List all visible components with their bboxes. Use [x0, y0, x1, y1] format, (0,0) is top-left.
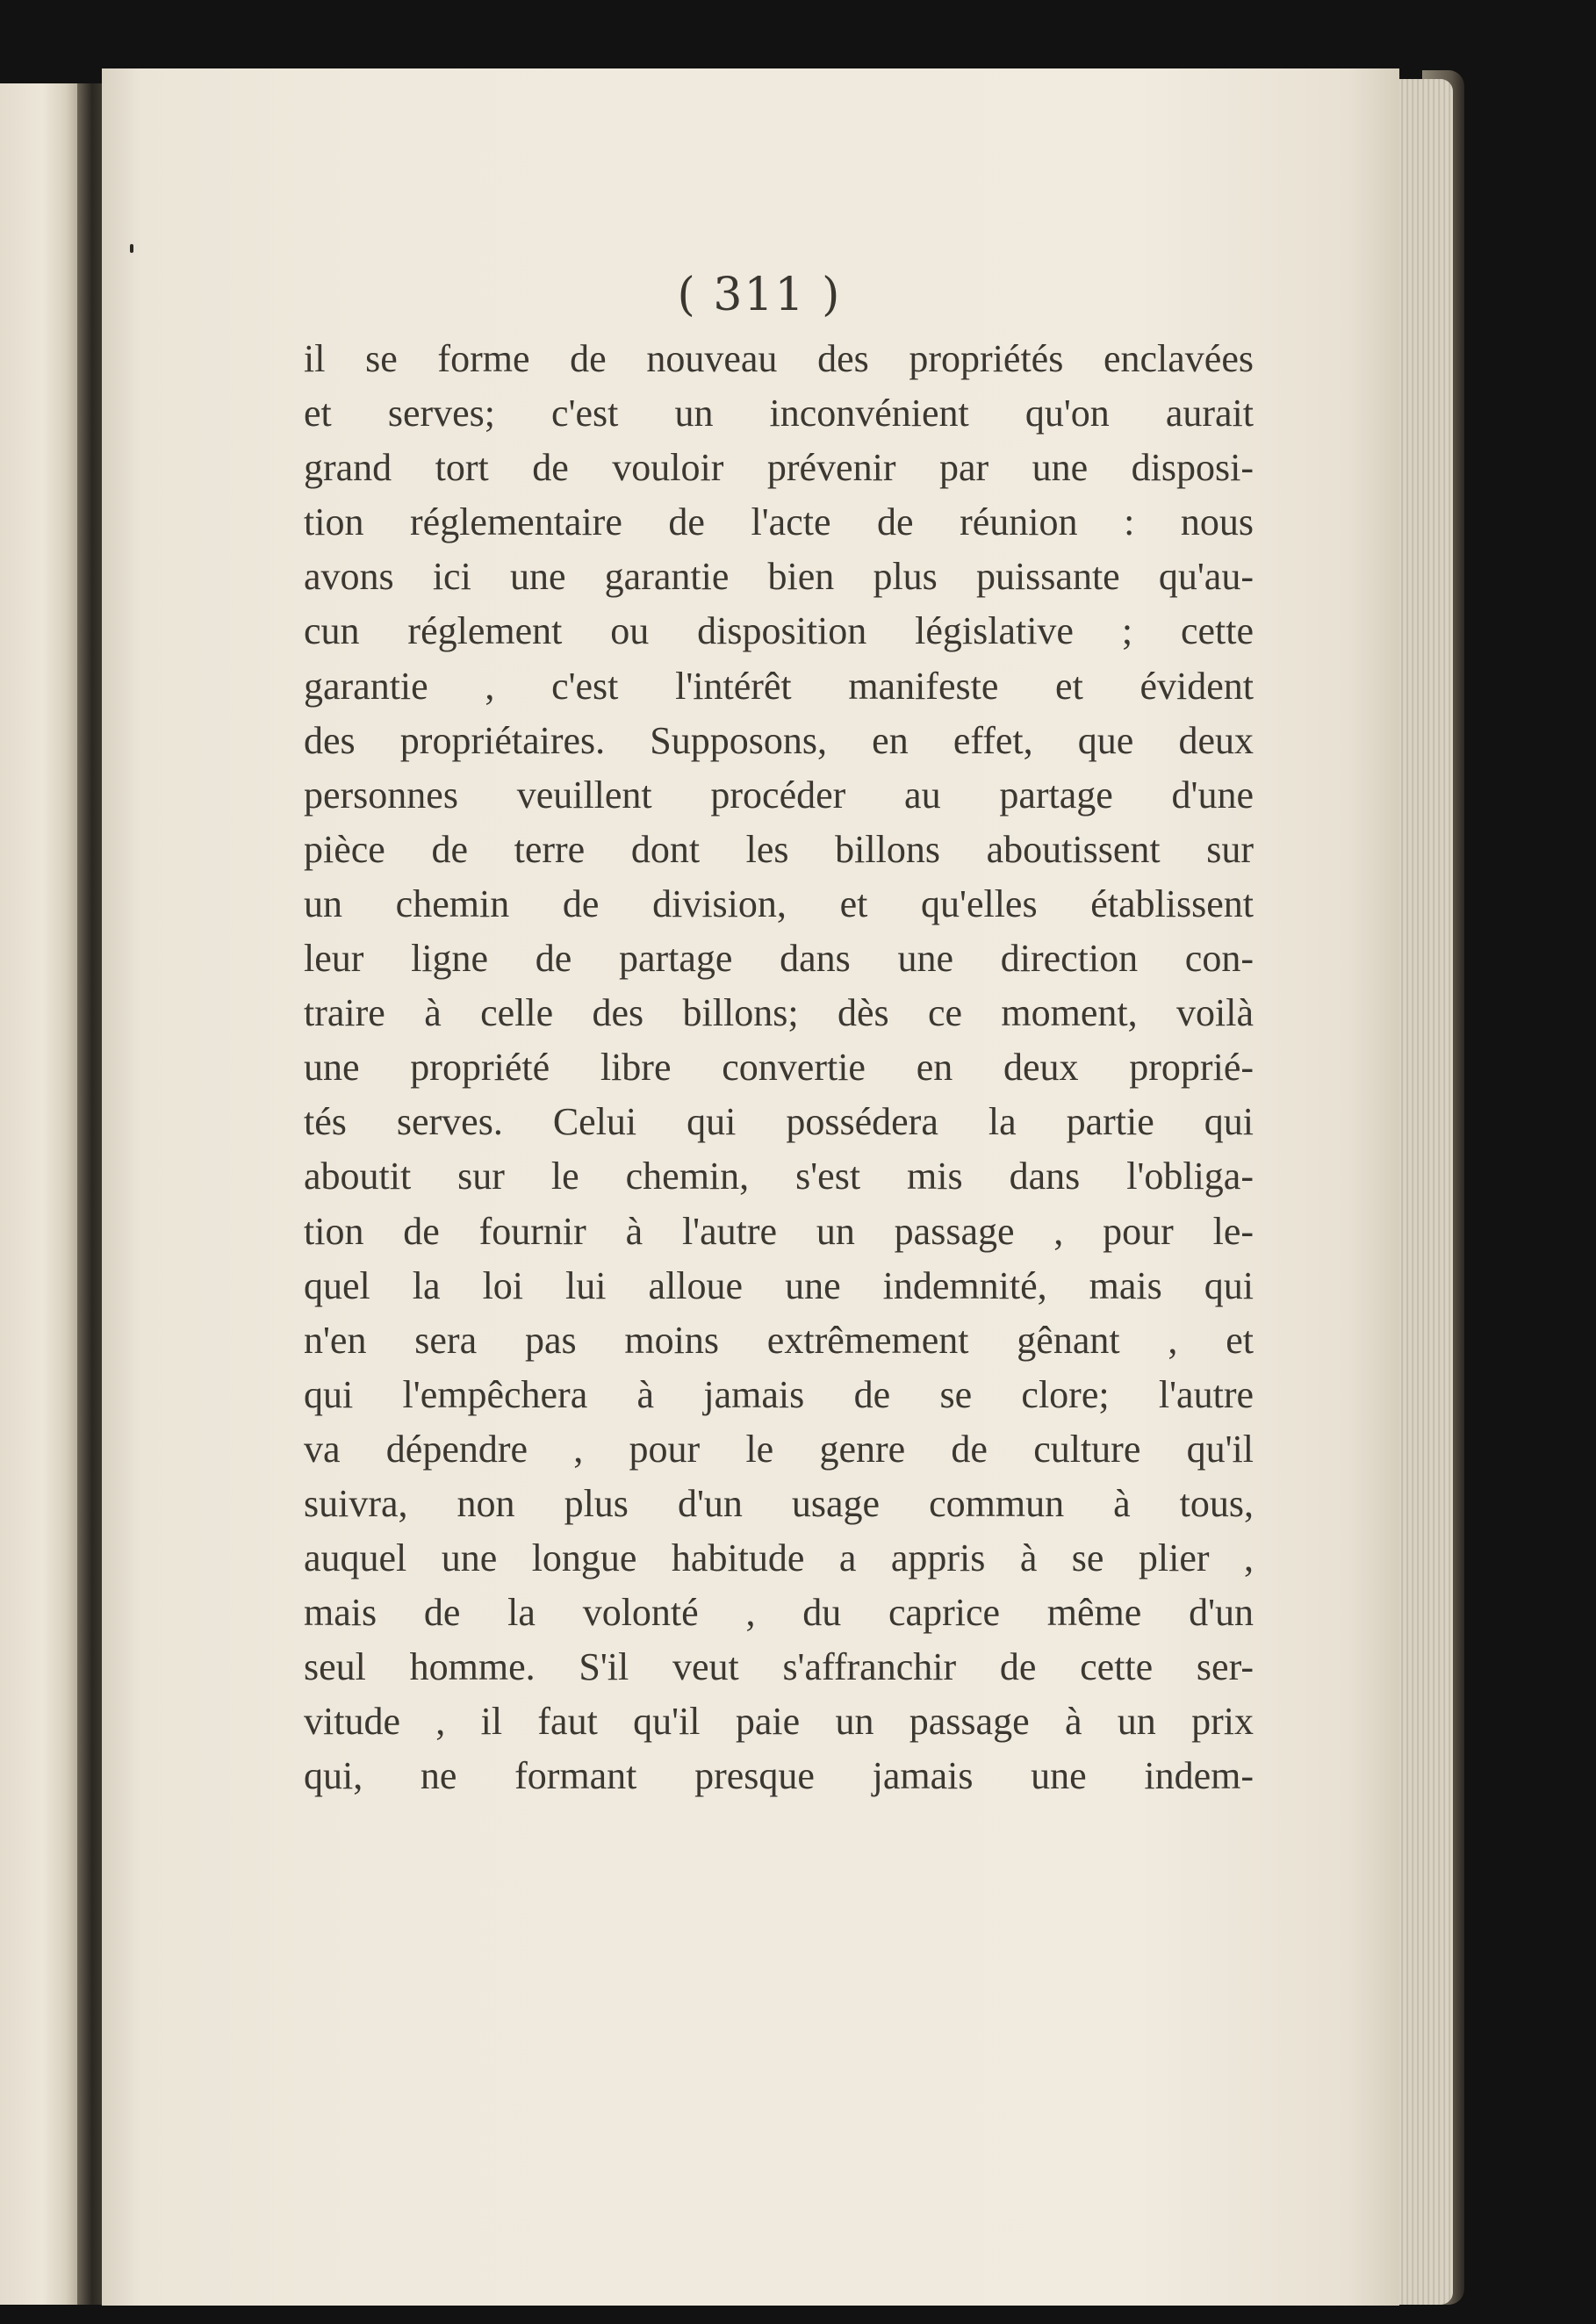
- text-line: seul homme. S'il veut s'affranchir de cette ser-: [304, 1645, 1254, 1689]
- text-line: leur ligne de partage dans une direction con-: [304, 937, 1254, 981]
- text-line: n'en sera pas moins extrêmement gênant , et: [304, 1318, 1254, 1362]
- text-line: une propriété libre convertie en deux proprié-: [304, 1046, 1254, 1090]
- text-line: quel la loi lui alloue une indemnité, mais qui: [304, 1263, 1254, 1307]
- facing-page-edge: [0, 83, 77, 2305]
- text-line: avons ici une garantie bien plus puissante qu'au-: [304, 555, 1254, 599]
- text-line: va dépendre , pour le genre de culture qu'il: [304, 1427, 1254, 1471]
- text-line: traire à celle des billons; dès ce moment, voilà: [304, 991, 1254, 1035]
- page-number: ( 311 ): [677, 269, 842, 321]
- text-line: garantie , c'est l'intérêt manifeste et évident: [304, 664, 1254, 708]
- text-line: qui, ne formant presque jamais une indem-: [304, 1754, 1254, 1798]
- text-line: tion de fournir à l'autre un passage , pour le-: [304, 1209, 1254, 1253]
- text-line: tés serves. Celui qui possédera la partie qui: [304, 1100, 1254, 1144]
- text-line: un chemin de division, et qu'elles établissent: [304, 881, 1254, 925]
- text-line: tion réglementaire de l'acte de réunion : nous: [304, 500, 1254, 544]
- ink-mark: [130, 244, 133, 253]
- text-line: auquel une longue habitude a appris à se plier ,: [304, 1536, 1254, 1580]
- text-line: aboutit sur le chemin, s'est mis dans l'obliga-: [304, 1155, 1254, 1198]
- text-line: vitude , il faut qu'il paie un passage à un prix: [304, 1700, 1254, 1744]
- text-line: des propriétaires. Supposons, en effet, que deux: [304, 718, 1254, 762]
- text-line: il se forme de nouveau des propriétés enclavées: [304, 337, 1254, 380]
- text-line: cun réglement ou disposition législative ; cette: [304, 609, 1254, 653]
- text-line: mais de la volonté , du caprice même d'un: [304, 1591, 1254, 1635]
- book-gutter: [77, 83, 102, 2305]
- text-line: personnes veuillent procéder au partage d'une: [304, 773, 1254, 817]
- text-line: pièce de terre dont les billons aboutissent sur: [304, 827, 1254, 871]
- text-line: qui l'empêchera à jamais de se clore; l'autre: [304, 1372, 1254, 1416]
- body-text: [304, 332, 1254, 1804]
- text-line: suivra, non plus d'un usage commun à tous,: [304, 1481, 1254, 1525]
- text-line: grand tort de vouloir prévenir par une disposi-: [304, 446, 1254, 490]
- text-line: et serves; c'est un inconvénient qu'on aurait: [304, 392, 1254, 435]
- book-page: [102, 68, 1399, 2306]
